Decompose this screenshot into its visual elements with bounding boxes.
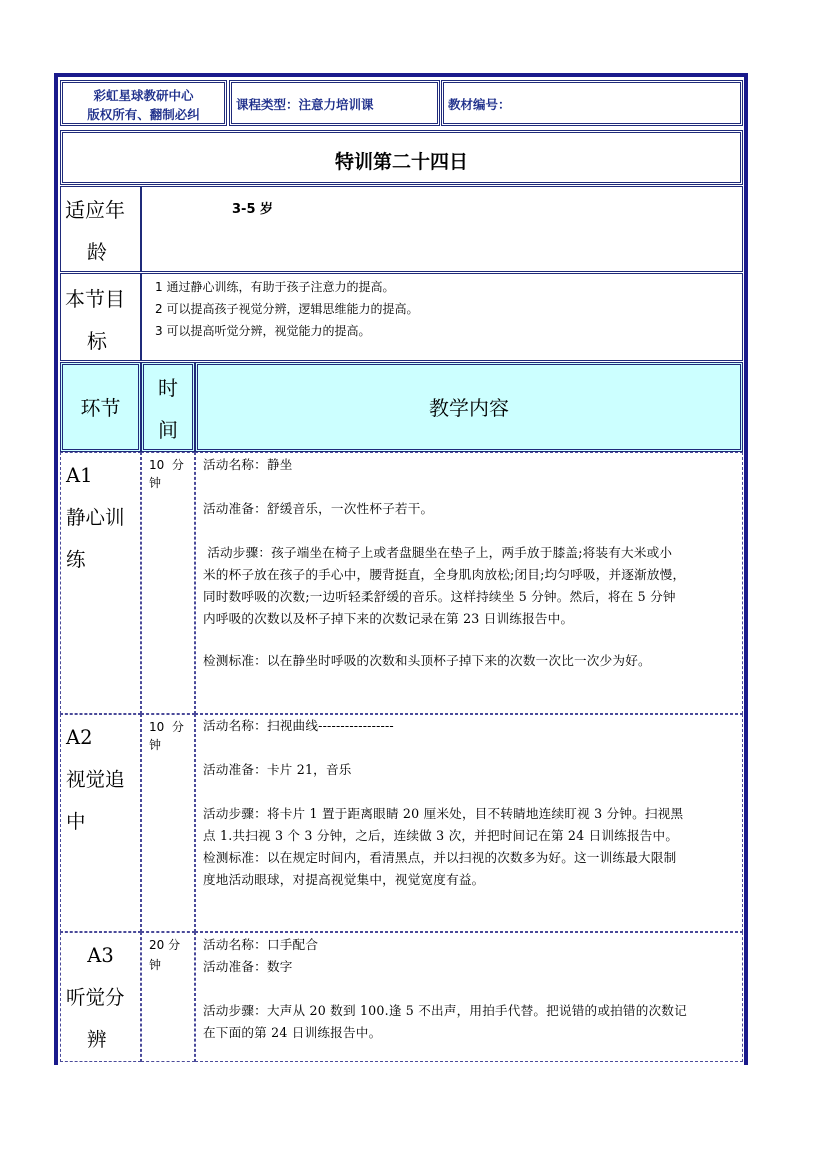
material-code: 教材编号： <box>448 97 511 112</box>
content-line: 内呼吸的次数以及杯子掉下来的次数记录在第 23 日训练报告中。 <box>203 611 574 626</box>
section-name-line2: 练 <box>66 548 86 571</box>
content-line: 检测标准：以在规定时间内，看清黑点，并以扫视的次数多为好。这一训练最大限制 <box>203 850 677 865</box>
content-line: 活动步骤：将卡片 1 置于距离眼睛 20 厘米处，目不转睛地连续盯视 3 分钟。扫视黑 <box>203 806 684 821</box>
goals-label-line1: 本节目 <box>65 287 125 311</box>
content-header: 教学内容 <box>429 396 509 420</box>
section-a3-content-cell <box>195 932 743 1062</box>
content-line: 米的杯子放在孩子的手心中，腰背挺直，全身肌肉放松;闭目;均匀呼吸，并逐渐放慢， <box>203 567 686 582</box>
section-time-line1: 10 分 <box>149 720 184 734</box>
section-time-line2: 钟 <box>149 476 162 490</box>
goals-cell <box>141 273 743 361</box>
goal-item: 3 可以提高听觉分辨，视觉能力的提高。 <box>155 324 371 338</box>
section-a2-time-cell <box>141 714 195 932</box>
age-label-cell <box>60 186 141 272</box>
content-line: 活动名称：扫视曲线----------------- <box>203 718 394 733</box>
section-a1-time-cell <box>141 452 195 714</box>
header-material-code-cell <box>441 80 743 126</box>
page-title: 特训第二十四日 <box>334 151 468 173</box>
content-line: 同时数呼吸的次数;一边听轻柔舒缓的音乐。这样持续坐 5 分钟。然后，将在 5 分钟 <box>203 589 676 604</box>
content-line: 活动名称：口手配合 <box>203 937 319 952</box>
section-time-line2: 钟 <box>149 738 162 752</box>
section-time-line1: 10 分 <box>149 458 184 472</box>
copyright-notice: 版权所有、翻制必纠 <box>87 107 200 122</box>
content-line: 活动步骤：孩子端坐在椅子上或者盘腿坐在垫子上，两手放于膝盖;将装有大米或小 <box>203 545 673 560</box>
content-line: 活动准备：数字 <box>203 959 293 974</box>
content-line: 在下面的第 24 日训练报告中。 <box>203 1025 382 1040</box>
section-name-line1: 视觉追 <box>66 768 125 791</box>
goals-label-cell <box>60 273 141 361</box>
goals-label-line2: 标 <box>87 329 107 353</box>
age-label-line2: 龄 <box>87 240 107 264</box>
section-a2-stage-cell <box>60 714 141 932</box>
age-label-line1: 适应年 <box>65 198 125 222</box>
course-type: 课程类型：注意力培训课 <box>236 97 374 112</box>
time-header-line1: 时 <box>158 376 178 400</box>
content-line: 点 1.共扫视 3 个 3 分钟，之后，连续做 3 次，并把时间记在第 24 日训练报告中。 <box>203 828 679 843</box>
content-line: 度地活动眼球，对提高视觉集中，视觉宽度有益。 <box>203 872 485 887</box>
section-a3-stage-cell <box>60 932 141 1062</box>
section-time-line2: 钟 <box>149 958 162 972</box>
section-name-line1: 静心训 <box>66 506 125 529</box>
section-time-line1: 20 分 <box>149 938 181 952</box>
time-header-line2: 间 <box>158 418 178 442</box>
content-line: 活动准备：卡片 21，音乐 <box>203 762 352 777</box>
section-name-line1: 听觉分 <box>66 986 125 1009</box>
section-code: A1 <box>66 464 93 487</box>
section-a3-time-cell <box>141 932 195 1062</box>
content-line: 活动步骤：大声从 20 数到 100.逢 5 不出声，用拍手代替。把说错的或拍错的次数记 <box>203 1003 687 1018</box>
content-line: 活动名称：静坐 <box>203 457 293 472</box>
section-a2-content-cell <box>195 714 743 932</box>
content-line: 活动准备：舒缓音乐，一次性杯子若干。 <box>203 501 434 516</box>
goal-item: 2 可以提高孩子视觉分辨，逻辑思维能力的提高。 <box>155 302 419 316</box>
stage-header: 环节 <box>80 396 121 420</box>
goal-item: 1 通过静心训练，有助于孩子注意力的提高。 <box>155 280 395 294</box>
content-header-cell <box>195 362 743 452</box>
org-name: 彩虹星球教研中心 <box>93 88 194 103</box>
age-value: 3-5 岁 <box>232 202 274 217</box>
section-a1-content-cell <box>195 452 743 714</box>
section-code: A2 <box>66 726 93 749</box>
title-cell <box>60 130 743 185</box>
section-name-line2: 中 <box>66 810 86 833</box>
time-header-cell <box>141 362 195 452</box>
header-org-cell <box>60 80 227 126</box>
stage-header-cell <box>60 362 141 452</box>
section-name-line2: 辨 <box>87 1028 107 1051</box>
header-course-type-cell <box>229 80 440 126</box>
content-line: 检测标准：以在静坐时呼吸的次数和头顶杯子掉下来的次数一次比一次少为好。 <box>203 653 651 668</box>
age-value-cell <box>141 186 743 272</box>
section-a1-stage-cell <box>60 452 141 714</box>
section-code: A3 <box>87 944 114 967</box>
